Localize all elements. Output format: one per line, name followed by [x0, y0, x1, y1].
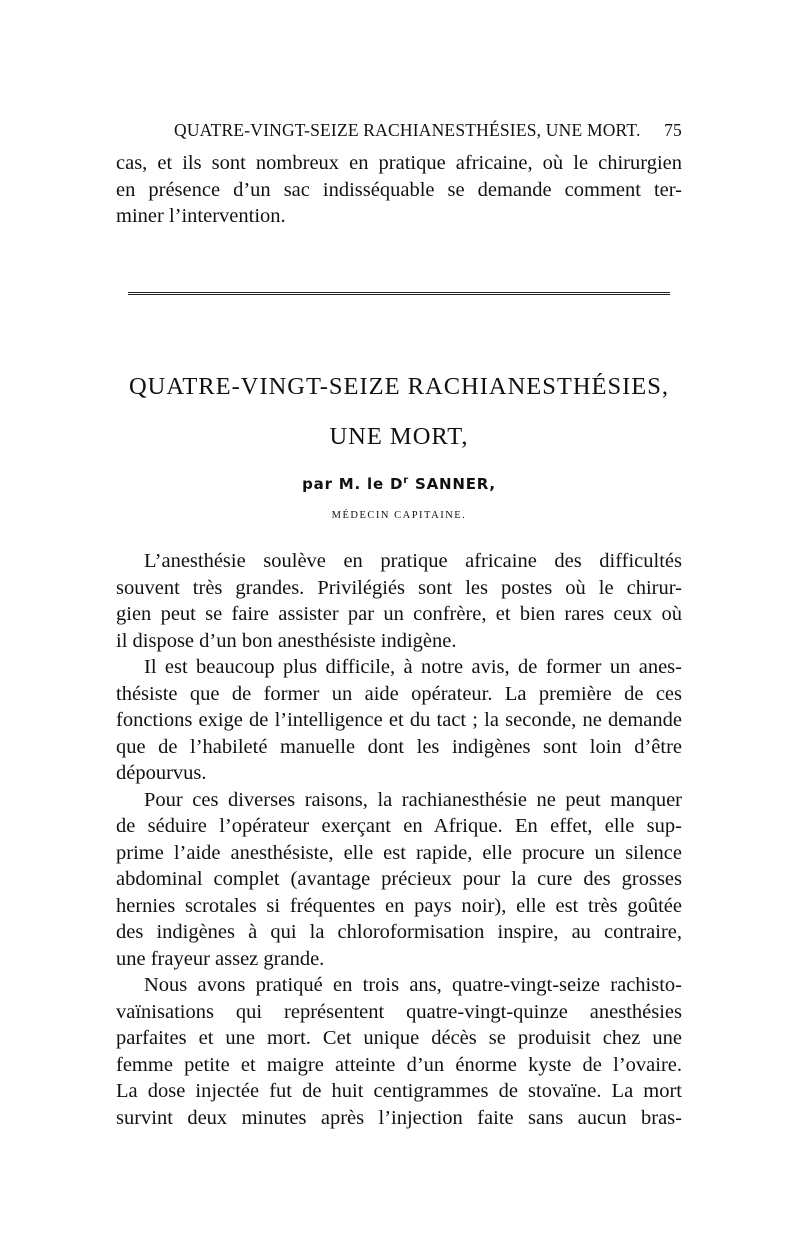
- text-line: fonctions exige de l’intelligence et du tact ; la seconde, ne demande: [116, 709, 682, 731]
- text-line: abdominal complet (avantage précieux pour la cure des grosses: [116, 868, 682, 890]
- section-divider: [128, 292, 670, 295]
- article-byline: [116, 475, 682, 493]
- text-line: il dispose d’un bon anesthésiste indigène.: [116, 629, 457, 652]
- carryover-paragraph: [116, 150, 682, 230]
- text-line: La dose injectée fut de huit centigrammes de stovaïne. La mort: [116, 1080, 682, 1102]
- page-number: 75: [664, 120, 682, 140]
- text-line: femme petite et maigre atteinte d’un énorme kyste de l’ovaire.: [116, 1053, 682, 1076]
- text-line: Nous avons pratiqué en trois ans, quatre-vingt-seize rachisto-: [144, 974, 682, 996]
- running-head-title: QUATRE-VINGT-SEIZE RACHIANESTHÉSIES, UNE MORT.: [174, 120, 641, 140]
- text-line: prime l’aide anesthésiste, elle est rapide, elle procure un silence: [116, 841, 682, 864]
- text-line: Il est beaucoup plus difficile, à notre avis, de former un anes-: [144, 656, 682, 678]
- paragraph: [116, 972, 682, 1131]
- text-line: des indigènes à qui la chloroformisation inspire, au contraire,: [116, 921, 682, 943]
- byline-superscript: r: [403, 475, 409, 486]
- text-line: dépourvus.: [116, 762, 207, 784]
- text-line: cas, et ils sont nombreux en pratique africaine, où le chirurgien: [116, 152, 682, 174]
- text-line: parfaites et une mort. Cet unique décès se produisit chez une: [116, 1027, 682, 1049]
- text-line: de séduire l’opérateur exerçant en Afrique. En effet, elle sup-: [116, 815, 682, 837]
- text-line: hernies scrotales si fréquentes en pays noir), elle est très goûtée: [116, 894, 682, 917]
- text-line: survint deux minutes après l’injection faite sans aucun bras-: [116, 1106, 682, 1129]
- article-title-line-1: QUATRE-VINGT-SEIZE RACHIANESTHÉSIES,: [128, 373, 670, 400]
- article-title-line-2: UNE MORT,: [329, 423, 469, 450]
- running-head: [116, 120, 682, 144]
- text-line: L’anesthésie soulève en pratique africaine des difficultés: [144, 550, 682, 572]
- text-line: thésiste que de former un aide opérateur. La première de ces: [116, 682, 682, 705]
- text-line: une frayeur assez grande.: [116, 947, 325, 970]
- text-line: vaïnisations qui représentent quatre-vingt-quinze anesthésies: [116, 1000, 682, 1023]
- paragraph: [116, 548, 682, 654]
- author-affiliation: MÉDECIN CAPITAINE.: [331, 510, 467, 521]
- text-line: en présence d’un sac indisséquable se demande comment ter-: [116, 178, 682, 201]
- body-text: [116, 548, 682, 1131]
- text-line: Pour ces diverses raisons, la rachianesthésie ne peut manquer: [144, 788, 682, 811]
- text-line: que de l’habileté manuelle dont les indigènes sont loin d’être: [116, 735, 682, 758]
- byline-prefix: par M. le D: [302, 475, 404, 493]
- text-line: miner l’intervention.: [116, 205, 286, 227]
- text-line: souvent très grandes. Privilégiés sont les postes où le chirur-: [116, 576, 682, 599]
- byline-author: SANNER,: [408, 475, 496, 493]
- text-line: gien peut se faire assister par un confrère, et bien rares ceux où: [116, 603, 682, 625]
- paragraph: [116, 787, 682, 973]
- paragraph: [116, 654, 682, 787]
